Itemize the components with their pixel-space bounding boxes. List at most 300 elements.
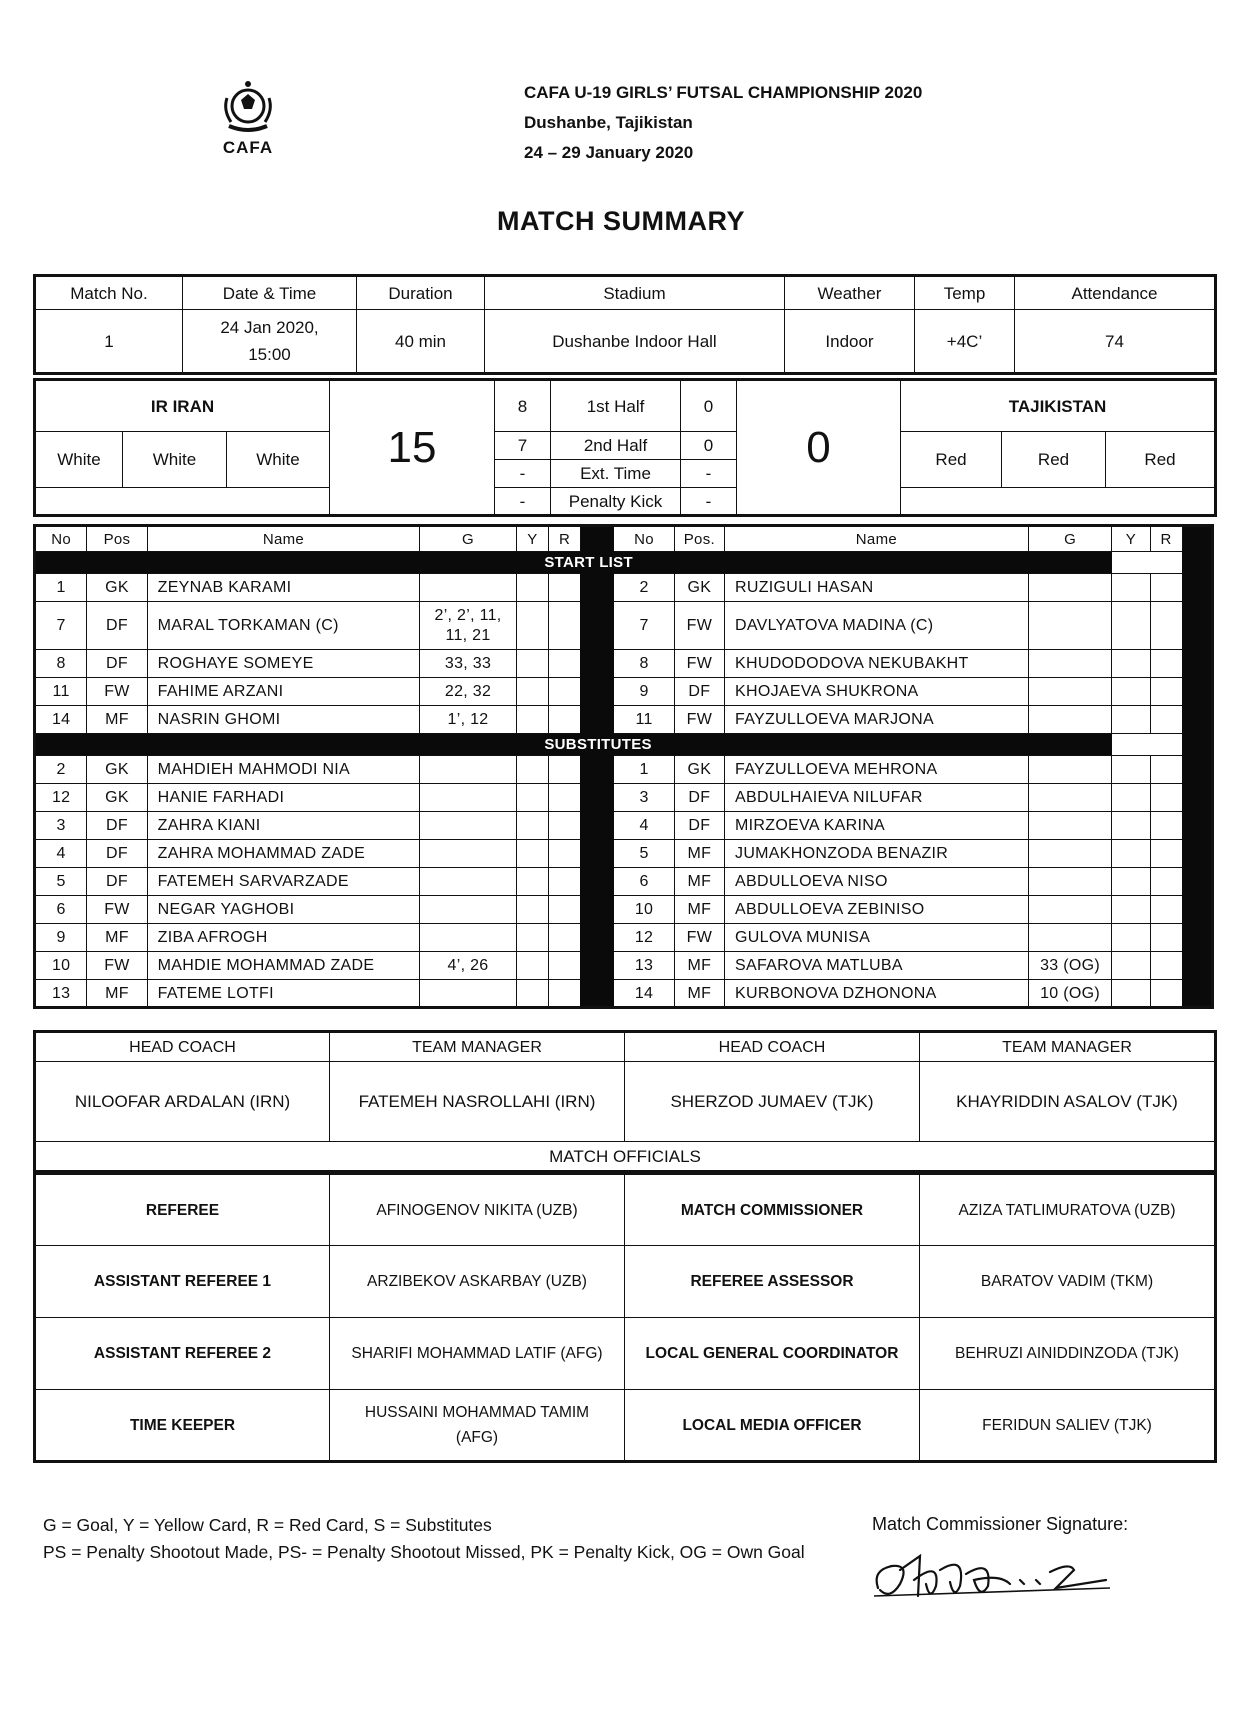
away-player-yellow — [1112, 896, 1150, 924]
home-player-yellow — [516, 980, 548, 1008]
away-player-red — [1150, 840, 1182, 868]
official-name — [330, 1390, 625, 1462]
official-name — [330, 1318, 625, 1390]
home-player-red — [549, 756, 581, 784]
home-total-score: 15 — [330, 380, 495, 516]
home-player-yellow — [516, 706, 548, 734]
home-player-no: 5 — [35, 868, 87, 896]
away-2nd-half: 0 — [681, 432, 737, 460]
section-start-list-home — [35, 552, 581, 574]
table-row — [35, 602, 1213, 650]
home-player-goals — [420, 602, 517, 650]
away-player-goals — [1028, 868, 1111, 896]
table-row — [35, 980, 1213, 1008]
header-away-head-coach: HEAD COACH — [625, 1032, 920, 1062]
away-player-no: 3 — [614, 784, 674, 812]
official-role-text: REFEREE ASSESSOR — [690, 1273, 854, 1290]
stadium-value: Dushanbe Indoor Hall — [485, 310, 785, 374]
header-date-time: Date & Time — [183, 276, 357, 310]
table-row — [35, 574, 1213, 602]
header-stadium: Stadium — [485, 276, 785, 310]
col-header-name-away: Name — [725, 526, 1029, 552]
section-start-list: START LIST — [544, 552, 1112, 574]
home-player-name: FATEME LOTFI — [147, 980, 420, 1008]
home-player-no: 1 — [35, 574, 87, 602]
header-duration: Duration — [357, 276, 485, 310]
away-player-red — [1150, 650, 1182, 678]
table-row — [35, 756, 1213, 784]
home-player-no: 3 — [35, 812, 87, 840]
home-player-name: ROGHAYE SOMEYE — [147, 650, 420, 678]
away-player-yellow — [1112, 952, 1150, 980]
period-2nd-half: 2nd Half — [551, 432, 681, 460]
away-player-red — [1150, 980, 1182, 1008]
away-player-red — [1150, 924, 1182, 952]
table-row — [35, 868, 1213, 896]
table-row — [35, 924, 1213, 952]
away-player-yellow — [1112, 678, 1150, 706]
page-title: MATCH SUMMARY — [497, 206, 745, 236]
away-kit-shorts: Red — [1002, 432, 1106, 488]
official-name — [920, 1318, 1216, 1390]
away-player-red — [1150, 952, 1182, 980]
home-player-red — [549, 924, 581, 952]
home-player-name: FAHIME ARZANI — [147, 678, 420, 706]
away-player-red — [1150, 574, 1182, 602]
away-player-goals — [1028, 756, 1111, 784]
home-player-goals — [420, 756, 517, 784]
home-player-red — [549, 650, 581, 678]
away-player-no: 1 — [614, 756, 674, 784]
official-role-text: ASSISTANT REFEREE 1 — [93, 1273, 272, 1290]
home-player-name: FATEMEH SARVARZADE — [147, 868, 420, 896]
home-player-goals — [420, 952, 517, 980]
table-row — [35, 840, 1213, 868]
away-player-pos: MF — [674, 896, 724, 924]
home-player-yellow — [516, 574, 548, 602]
home-player-goals — [420, 706, 517, 734]
logo-text: CAFA — [222, 138, 274, 157]
home-player-name: HANIE FARHADI — [147, 784, 420, 812]
header-weather: Weather — [785, 276, 915, 310]
col-header-pos: Pos — [87, 526, 147, 552]
col-header-r-away: R — [1150, 526, 1182, 552]
away-player-name: ABDULHAIEVA NILUFAR — [725, 784, 1029, 812]
officials-row — [35, 1390, 1216, 1462]
official-name-text: BEHRUZI AINIDDINZODA (TJK) — [955, 1345, 1179, 1362]
official-role — [625, 1246, 920, 1318]
away-player-name: KHOJAEVA SHUKRONA — [725, 678, 1029, 706]
official-name — [920, 1174, 1216, 1246]
away-player-pos: DF — [674, 678, 724, 706]
players-table — [33, 524, 1214, 1009]
home-player-pos: DF — [87, 840, 147, 868]
home-player-pos: FW — [87, 896, 147, 924]
official-role — [625, 1390, 920, 1462]
away-team-name: TAJIKISTAN — [901, 380, 1216, 432]
officials-row — [35, 1174, 1216, 1246]
home-2nd-half: 7 — [495, 432, 551, 460]
away-player-goals — [1028, 706, 1111, 734]
home-player-pos: DF — [87, 650, 147, 678]
away-player-no: 13 — [614, 952, 674, 980]
away-player-name: DAVLYATOVA MADINA (C) — [725, 602, 1029, 650]
away-player-yellow — [1112, 574, 1150, 602]
home-goals-line: 22, 32 — [444, 682, 492, 700]
away-player-goals: 10 (OG) — [1028, 980, 1111, 1008]
home-player-yellow — [516, 868, 548, 896]
col-header-r: R — [549, 526, 581, 552]
official-role — [35, 1246, 330, 1318]
away-player-name: JUMAKHONZODA BENAZIR — [725, 840, 1029, 868]
header-temp: Temp — [915, 276, 1015, 310]
home-player-yellow — [516, 678, 548, 706]
away-player-yellow — [1112, 840, 1150, 868]
table-row — [35, 678, 1213, 706]
home-player-name: NEGAR YAGHOBI — [147, 896, 420, 924]
event-dates: 24 – 29 January 2020 — [524, 143, 694, 162]
col-header-pos-away: Pos. — [674, 526, 724, 552]
header-home-head-coach: HEAD COACH — [35, 1032, 330, 1062]
away-blank — [901, 488, 1216, 516]
home-player-no: 4 — [35, 840, 87, 868]
official-role-text: LOCAL GENERAL COORDINATOR — [645, 1345, 899, 1362]
official-name-text: SHARIFI MOHAMMAD LATIF (AFG) — [351, 1345, 603, 1362]
home-player-red — [549, 812, 581, 840]
home-player-no: 13 — [35, 980, 87, 1008]
official-role — [35, 1174, 330, 1246]
official-name-country: (AFG) — [455, 1429, 499, 1446]
header-match-no: Match No. — [35, 276, 183, 310]
away-player-yellow — [1112, 602, 1150, 650]
away-player-pos: DF — [674, 812, 724, 840]
home-player-red — [549, 784, 581, 812]
away-player-no: 12 — [614, 924, 674, 952]
away-player-name: SAFAROVA MATLUBA — [725, 952, 1029, 980]
home-team-manager: FATEMEH NASROLLAHI (IRN) — [330, 1062, 625, 1142]
away-player-pos: FW — [674, 706, 724, 734]
right-margin-bar — [1182, 526, 1212, 1008]
official-role-text: LOCAL MEDIA OFFICER — [682, 1416, 862, 1434]
away-player-goals — [1028, 784, 1111, 812]
away-player-no: 7 — [614, 602, 674, 650]
period-1st-half: 1st Half — [551, 380, 681, 432]
staff-table — [33, 1030, 1217, 1173]
home-kit-socks: White — [227, 432, 330, 488]
home-player-pos: MF — [87, 706, 147, 734]
home-player-red — [549, 840, 581, 868]
away-player-pos: MF — [674, 840, 724, 868]
away-player-red — [1150, 868, 1182, 896]
col-header-no: No — [35, 526, 87, 552]
away-player-name: MIRZOEVA KARINA — [725, 812, 1029, 840]
away-player-name: KHUDODODOVA NEKUBAKHT — [725, 650, 1029, 678]
home-player-goals — [420, 574, 517, 602]
away-player-no: 6 — [614, 868, 674, 896]
away-player-red — [1150, 784, 1182, 812]
home-player-goals — [420, 650, 517, 678]
away-player-pos: GK — [674, 756, 724, 784]
official-name-text: ARZIBEKOV ASKARBAY (UZB) — [367, 1273, 587, 1290]
table-row — [35, 812, 1213, 840]
official-role — [625, 1318, 920, 1390]
section-substitutes-home — [35, 734, 581, 756]
away-player-yellow — [1112, 650, 1150, 678]
away-kit-shirt: Red — [901, 432, 1002, 488]
legend — [43, 1512, 805, 1566]
home-player-pos: GK — [87, 784, 147, 812]
away-player-pos: FW — [674, 602, 724, 650]
center-divider — [581, 526, 614, 1008]
official-role — [35, 1318, 330, 1390]
away-player-no: 10 — [614, 896, 674, 924]
officials-row — [35, 1246, 1216, 1318]
away-total-score: 0 — [737, 380, 901, 516]
home-player-no: 11 — [35, 678, 87, 706]
home-player-pos: DF — [87, 602, 147, 650]
table-row — [35, 896, 1213, 924]
signature — [870, 1540, 1140, 1615]
col-header-g-away: G — [1028, 526, 1111, 552]
home-player-goals — [420, 924, 517, 952]
home-player-no: 7 — [35, 602, 87, 650]
away-player-red — [1150, 896, 1182, 924]
official-role-text: REFEREE — [145, 1201, 220, 1219]
home-kit-shirt: White — [35, 432, 123, 488]
official-name-text: BARATOV VADIM (TKM) — [980, 1273, 1154, 1290]
home-penalty-kick: - — [495, 488, 551, 516]
home-player-name: MARAL TORKAMAN (C) — [147, 602, 420, 650]
away-player-yellow — [1112, 812, 1150, 840]
away-player-goals — [1028, 678, 1111, 706]
header-attendance: Attendance — [1015, 276, 1216, 310]
weather-value: Indoor — [785, 310, 915, 374]
away-player-goals — [1028, 924, 1111, 952]
home-player-pos: DF — [87, 868, 147, 896]
official-role — [35, 1390, 330, 1462]
away-player-no: 8 — [614, 650, 674, 678]
away-player-goals — [1028, 602, 1111, 650]
header-home-team-manager: TEAM MANAGER — [330, 1032, 625, 1062]
home-kit-shorts: White — [123, 432, 227, 488]
home-goals-line: 4’, 26 — [447, 956, 489, 974]
away-player-no: 2 — [614, 574, 674, 602]
legend-line-2: PS = Penalty Shootout Made, PS- = Penalty Shootout Missed, PK = Penalty Kick, OG = Own Goal — [43, 1542, 805, 1562]
match-info-table — [33, 274, 1217, 375]
home-player-pos: MF — [87, 924, 147, 952]
home-player-red — [549, 952, 581, 980]
away-player-yellow — [1112, 784, 1150, 812]
home-player-goals — [420, 840, 517, 868]
period-ext-time: Ext. Time — [551, 460, 681, 488]
away-team-manager: KHAYRIDDIN ASALOV (TJK) — [920, 1062, 1216, 1142]
home-player-name: ZAHRA KIANI — [147, 812, 420, 840]
away-player-red — [1150, 812, 1182, 840]
period-penalty-kick: Penalty Kick — [551, 488, 681, 516]
official-role-text: MATCH COMMISSIONER — [680, 1201, 864, 1219]
home-player-pos: FW — [87, 678, 147, 706]
home-player-pos: GK — [87, 756, 147, 784]
home-player-pos: MF — [87, 980, 147, 1008]
table-row — [35, 952, 1213, 980]
home-1st-half: 8 — [495, 380, 551, 432]
event-title: CAFA U-19 GIRLS’ FUTSAL CHAMPIONSHIP 2020 — [524, 83, 923, 102]
home-player-name: ZIBA AFROGH — [147, 924, 420, 952]
home-player-pos: GK — [87, 574, 147, 602]
away-player-pos: GK — [674, 574, 724, 602]
home-player-goals — [420, 868, 517, 896]
away-player-no: 14 — [614, 980, 674, 1008]
away-player-no: 5 — [614, 840, 674, 868]
official-name — [920, 1246, 1216, 1318]
official-role-text: ASSISTANT REFEREE 2 — [93, 1345, 272, 1362]
event-location: Dushanbe, Tajikistan — [524, 113, 693, 132]
official-name-text: FERIDUN SALIEV (TJK) — [982, 1416, 1152, 1434]
away-player-red — [1150, 706, 1182, 734]
away-player-name: ABDULLOEVA NISO — [725, 868, 1029, 896]
date-time-value — [183, 310, 357, 374]
legend-line-1: G = Goal, Y = Yellow Card, R = Red Card, S = Substitutes — [43, 1515, 492, 1535]
away-player-yellow — [1112, 756, 1150, 784]
home-player-pos: DF — [87, 812, 147, 840]
official-name-text: AFINOGENOV NIKITA (UZB) — [376, 1201, 578, 1219]
away-player-goals — [1028, 650, 1111, 678]
date-value: 24 Jan 2020, — [220, 318, 319, 337]
home-player-name: ZEYNAB KARAMI — [147, 574, 420, 602]
away-player-pos: FW — [674, 650, 724, 678]
col-header-no-away: No — [614, 526, 674, 552]
away-player-name: GULOVA MUNISA — [725, 924, 1029, 952]
home-player-goals — [420, 896, 517, 924]
home-player-no: 10 — [35, 952, 87, 980]
official-role — [625, 1174, 920, 1246]
home-player-pos: FW — [87, 952, 147, 980]
home-player-red — [549, 574, 581, 602]
away-player-yellow — [1112, 706, 1150, 734]
away-player-pos: MF — [674, 952, 724, 980]
away-player-pos: FW — [674, 924, 724, 952]
away-player-name: FAYZULLOEVA MARJONA — [725, 706, 1029, 734]
home-player-yellow — [516, 812, 548, 840]
home-player-no: 6 — [35, 896, 87, 924]
away-player-goals — [1028, 840, 1111, 868]
home-player-name: ZAHRA MOHAMMAD ZADE — [147, 840, 420, 868]
table-row — [35, 650, 1213, 678]
home-player-name: NASRIN GHOMI — [147, 706, 420, 734]
home-player-red — [549, 980, 581, 1008]
col-header-name: Name — [147, 526, 420, 552]
away-player-name: RUZIGULI HASAN — [725, 574, 1029, 602]
signature-scribble-icon — [870, 1540, 1140, 1610]
home-goals-line: 2’, 2’, 11, — [434, 606, 502, 624]
home-player-yellow — [516, 924, 548, 952]
away-player-pos: MF — [674, 868, 724, 896]
official-name — [330, 1174, 625, 1246]
away-player-yellow — [1112, 868, 1150, 896]
away-player-pos: MF — [674, 980, 724, 1008]
duration-value: 40 min — [357, 310, 485, 374]
away-player-yellow — [1112, 924, 1150, 952]
home-player-name: MAHDIE MOHAMMAD ZADE — [147, 952, 420, 980]
away-player-goals — [1028, 896, 1111, 924]
home-player-goals — [420, 678, 517, 706]
home-player-yellow — [516, 784, 548, 812]
col-header-y: Y — [516, 526, 548, 552]
home-player-yellow — [516, 650, 548, 678]
home-player-red — [549, 602, 581, 650]
away-player-red — [1150, 602, 1182, 650]
attendance-value: 74 — [1015, 310, 1216, 374]
col-header-g: G — [420, 526, 517, 552]
home-goals-line: 33, 33 — [444, 654, 492, 672]
away-1st-half: 0 — [681, 380, 737, 432]
home-player-yellow — [516, 840, 548, 868]
away-ext-time: - — [681, 460, 737, 488]
away-player-pos: DF — [674, 784, 724, 812]
away-player-no: 11 — [614, 706, 674, 734]
official-name — [330, 1246, 625, 1318]
away-penalty-kick: - — [681, 488, 737, 516]
home-player-yellow — [516, 896, 548, 924]
home-player-no: 14 — [35, 706, 87, 734]
official-name-text: HUSSAINI MOHAMMAD TAMIM — [364, 1404, 590, 1421]
home-player-name: MAHDIEH MAHMODI NIA — [147, 756, 420, 784]
home-player-red — [549, 896, 581, 924]
away-player-red — [1150, 756, 1182, 784]
cafa-logo — [208, 76, 288, 168]
away-player-yellow — [1112, 980, 1150, 1008]
away-kit-socks: Red — [1106, 432, 1216, 488]
official-name — [920, 1390, 1216, 1462]
section-substitutes: SUBSTITUTES — [544, 734, 1112, 756]
match-officials-label: MATCH OFFICIALS — [35, 1142, 1216, 1172]
official-role-text: TIME KEEPER — [129, 1416, 236, 1434]
home-player-goals — [420, 784, 517, 812]
home-player-yellow — [516, 602, 548, 650]
home-blank — [35, 488, 330, 516]
home-player-goals — [420, 980, 517, 1008]
home-player-no: 8 — [35, 650, 87, 678]
away-player-no: 4 — [614, 812, 674, 840]
away-head-coach: SHERZOD JUMAEV (TJK) — [625, 1062, 920, 1142]
home-player-red — [549, 678, 581, 706]
away-player-name: KURBONOVA DZHONONA — [725, 980, 1029, 1008]
temp-value: +4C’ — [915, 310, 1015, 374]
table-row — [35, 784, 1213, 812]
away-player-goals — [1028, 812, 1111, 840]
away-player-red — [1150, 678, 1182, 706]
home-player-no: 9 — [35, 924, 87, 952]
score-table — [33, 378, 1217, 517]
home-team-name: IR IRAN — [35, 380, 330, 432]
official-name-text: AZIZA TATLIMURATOVA (UZB) — [958, 1201, 1176, 1219]
match-no-value: 1 — [35, 310, 183, 374]
time-value: 15:00 — [248, 345, 291, 364]
table-row — [35, 706, 1213, 734]
officials-table — [33, 1172, 1217, 1463]
home-player-goals — [420, 812, 517, 840]
home-player-red — [549, 868, 581, 896]
home-player-red — [549, 706, 581, 734]
away-player-no: 9 — [614, 678, 674, 706]
home-player-no: 12 — [35, 784, 87, 812]
home-player-yellow — [516, 952, 548, 980]
header-away-team-manager: TEAM MANAGER — [920, 1032, 1216, 1062]
away-player-goals — [1028, 574, 1111, 602]
home-player-no: 2 — [35, 756, 87, 784]
away-player-name: ABDULLOEVA ZEBINISO — [725, 896, 1029, 924]
home-head-coach: NILOOFAR ARDALAN (IRN) — [35, 1062, 330, 1142]
